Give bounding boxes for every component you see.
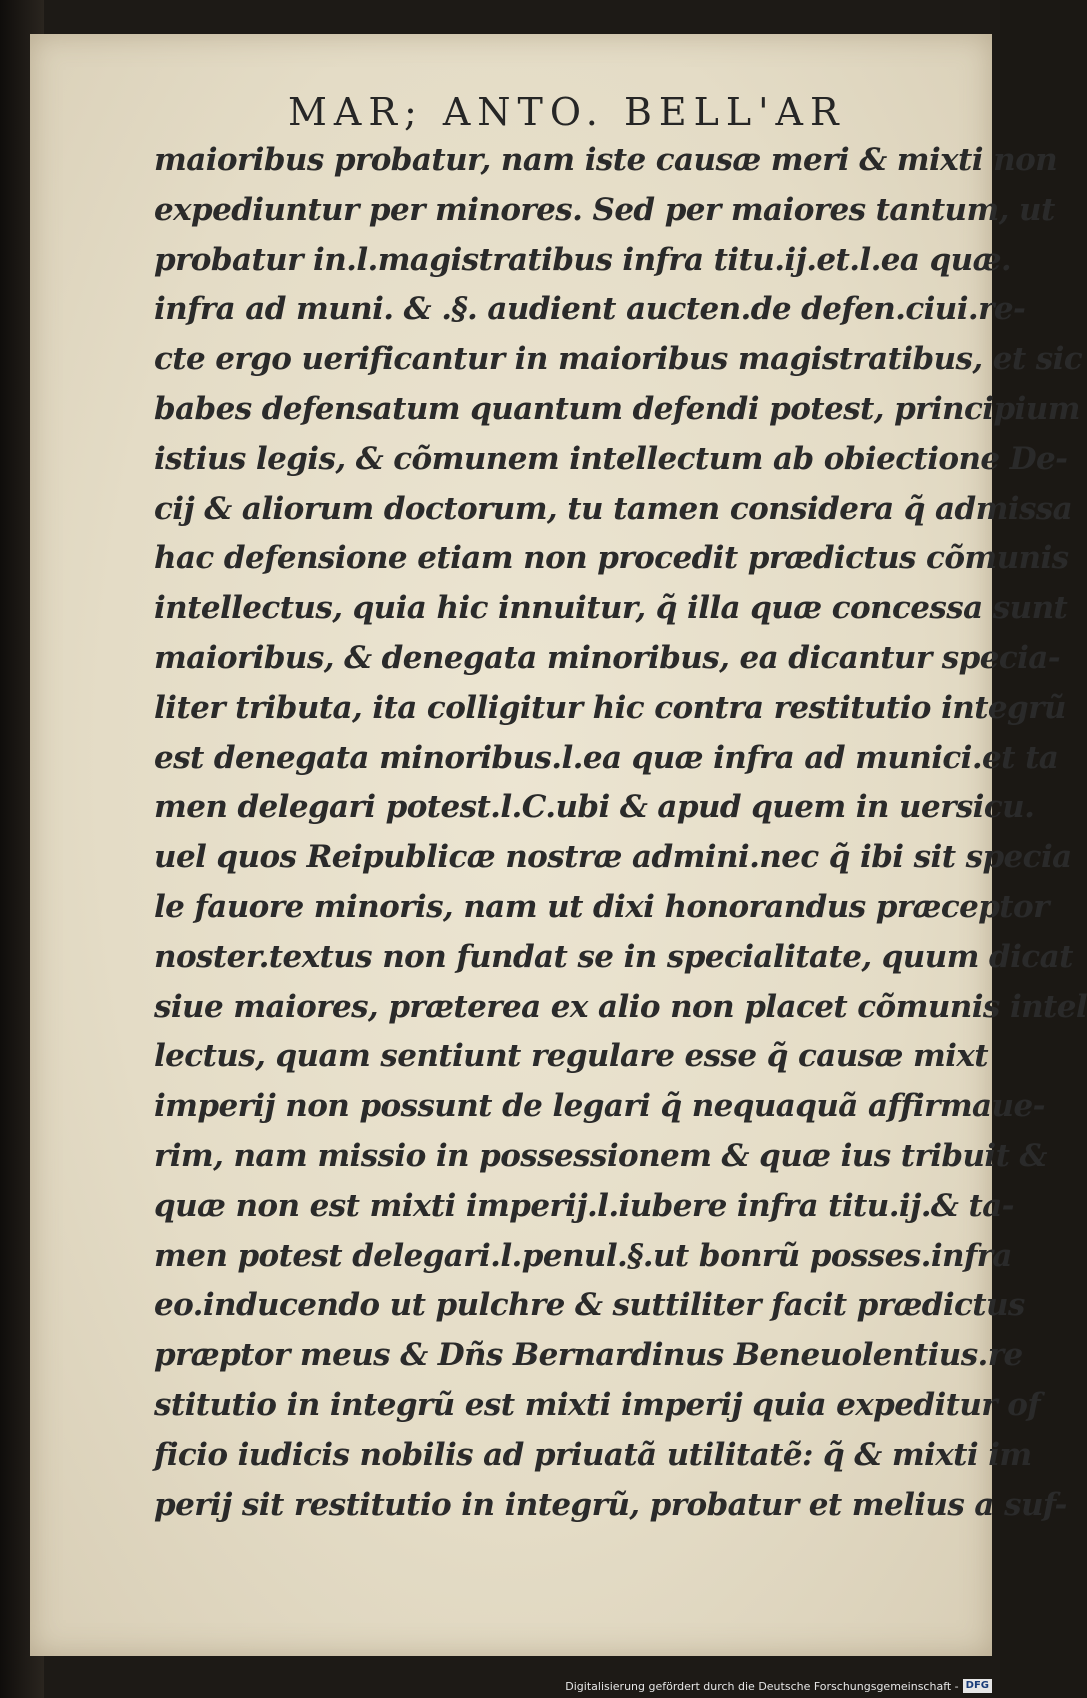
text-line: est denegata minoribus.l.ea quæ infra ad munici.et ta [154,739,1059,776]
dfg-logo-icon: DFG [963,1679,992,1693]
text-line: babes defensatum quantum defendi potest, principium [154,390,1080,427]
running-head: MAR; ANTO. BELL'AR [288,90,846,134]
digitization-credit [565,1678,992,1694]
text-line: men delegari potest.l.C.ubi & apud quem in uersicu. [154,789,1035,826]
text-line: ficio iudicis nobilis ad priuatã utilitatẽ: q̃ & mixti im [154,1436,1032,1473]
text-line: quæ non est mixti imperij.l.iubere infra titu.ij.& ta- [154,1187,1014,1224]
text-line: hac defensione etiam non procedit prædictus cõmunis [154,540,1069,577]
text-line: maioribus probatur, nam iste causæ meri & mixti non [154,142,1058,178]
text-line: le fauore minoris, nam ut dixi honorandus præceptor [154,888,1049,925]
text-line: infra ad muni. & .§. audient aucten.de defen.ciui.re- [154,291,1026,328]
text-line: noster.textus non fundat se in specialitate, quum dicat [154,938,1073,975]
text-line: perij sit restitutio in integrũ, probatur et melius a suf- [154,1486,1067,1523]
text-line: istius legis, & cõmunem intellectum ab obiectione De- [154,440,1068,477]
text-line: imperij non possunt de legari q̃ nequaquã affirmaue- [154,1088,1045,1125]
text-line: expediuntur per minores. Sed per maiores tantum, ut [154,191,1055,228]
text-line: maioribus, & denegata minoribus, ea dicantur specia- [154,639,1061,676]
credit-text: Digitalisierung gefördert durch die Deutsche Forschungsgemeinschaft - [565,1679,959,1693]
text-line: stitutio in integrũ est mixti imperij quia expeditur of [154,1386,1041,1423]
text-line: lectus, quam sentiunt regulare esse q̃ causæ mixt [154,1038,988,1075]
text-line: rim, nam missio in possessionem & quæ ius tribuit & [154,1137,1047,1174]
text-line: siue maiores, præterea ex alio non placet cõmunis intel [154,988,1087,1025]
text-line: liter tributa, ita colligitur hic contra restitutio integrũ [154,689,1066,726]
text-line: præptor meus & Dñs Bernardinus Beneuolentius.re [154,1337,1023,1374]
text-line: probatur in.l.magistratibus infra titu.ij.et.l.ea quæ. [154,241,1012,278]
text-line: cte ergo uerificantur in maioribus magistratibus, et sic [154,341,1083,378]
text-line: cij & aliorum doctorum, tu tamen considera q̃ admissa [154,490,1073,527]
text-line: intellectus, quia hic innuitur, q̃ illa quæ concessa sunt [154,590,1068,627]
text-line: men potest delegari.l.penul.§.ut bonrũ posses.infra [154,1237,1012,1274]
text-line: uel quos Reipublicæ nostræ admini.nec q̃ ibi sit specia [154,839,1072,876]
text-line: eo.inducendo ut pulchre & suttiliter facit prædictus [154,1287,1025,1324]
book-page [30,34,1087,1656]
text-block [154,136,1087,1530]
